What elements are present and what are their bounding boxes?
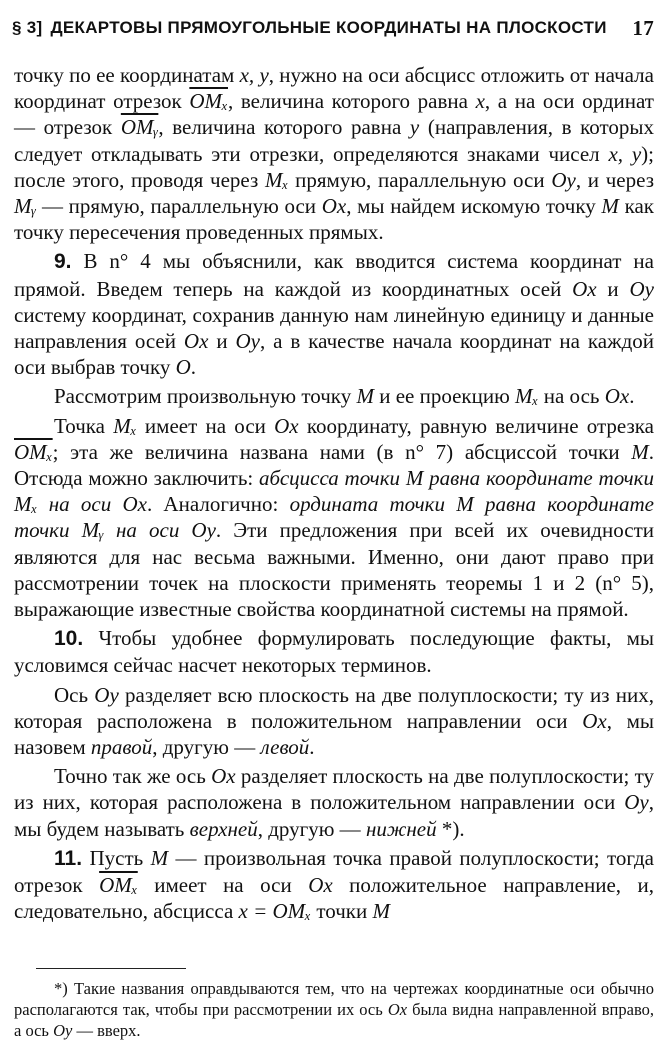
statement-abscissa: абсцисса точки M равна координате точки Mₓ на оси Ox (14, 466, 654, 517)
paragraph-10: 10. Чтобы удобнее формулировать последующие факты, мы условимся сейчас насчет некоторых терминов. (14, 626, 654, 678)
footnote: *) Такие названия оправдываются тем, что на чертежах координатные оси обычно располагаются так, чтобы при рассмотрении их ось Ox была видна направленной вправо, а ось Oy — вверх. (14, 979, 654, 1040)
item-number-11: 11. (54, 846, 83, 870)
page-body (14, 62, 654, 928)
paragraph-abscissa: Точка Mₓ имеет на оси Ox координату, равную величине отрезка $\overline{OM_x}$; эта же величина названа нами (в n° 7) абсциссой точки M. Отсюда можно заключить: абсцисса точки M равна координате точки Mₓ на оси Ox. Аналогично: ордината точки M равна координате точки Mᵧ на оси Oy. Эти предложения при всей их очевидности являются для нас весьма важными. Именно, они дают право при рассмотрении точек на плоскости применять теоремы 1 и 2 (n° 5), выражающие известные свойства координатной системы на прямой. (14, 413, 655, 622)
paragraph-continued: точку по ее координатам x, y, нужно на оси абсцисс отложить от начала координат отрезок $\overline{OM_x}$, величина которого равна x, а на оси ординат — отрезок $\overline{OMᵧ}$, величина которого равна y (направления, в которых следует откладывать эти отрезки, определяются знаками чисел x, y); после этого, проводя через Mₓ прямую, параллельную оси Oy, и через Mᵧ — прямую, параллельную оси Ox, мы найдем искомую точку M как точку пересечения проведенных прямых. (14, 63, 655, 245)
statement-ordinate: ордината точки M равна координате точки Mᵧ на оси Oy (14, 492, 655, 543)
paragraph-9: 9. В n° 4 мы объяснили, как вводится система координат на прямой. Введем теперь на каждой из координатных осей Ox и Oy систему координат, сохранив данную нам линейную единицу и данные направления осей Ox и Oy, а в качестве начала координат на каждой оси выбрав точку O. (14, 249, 655, 380)
section-mark: § 3] (12, 18, 43, 37)
paragraph-projection: Рассмотрим произвольную точку M и ее проекцию Mₓ на ось Ox. (54, 384, 635, 409)
page-number: 17 (632, 15, 654, 40)
header-title: ДЕКАРТОВЫ ПРЯМОУГОЛЬНЫЕ КООРДИНАТЫ НА ПЛОСКОСТИ (50, 18, 607, 37)
running-header (12, 8, 654, 48)
item-number-9: 9. (54, 250, 72, 274)
item-number-10: 10. (54, 627, 84, 651)
paragraph-upper-lower: Точно так же ось Ox разделяет плоскость на две полуплоскости; ту из них, которая расположена в положительном направлении оси Oy, мы будем называть верхней, другую — нижней *). (14, 764, 654, 841)
footnote-divider (36, 968, 186, 969)
paragraph-right-left: Ось Oy разделяет всю плоскость на две полуплоскости; ту из них, которая расположена в положительном направлении оси Ox, мы назовем правой, другую — левой. (14, 682, 654, 760)
paragraph-11: 11. Пусть M — произвольная точка правой полуплоскости; тогда отрезок $\overline{OM_x}$ имеет на оси Ox положительное направление, и, следовательно, абсцисса x = OMₓ точки M (14, 845, 654, 924)
